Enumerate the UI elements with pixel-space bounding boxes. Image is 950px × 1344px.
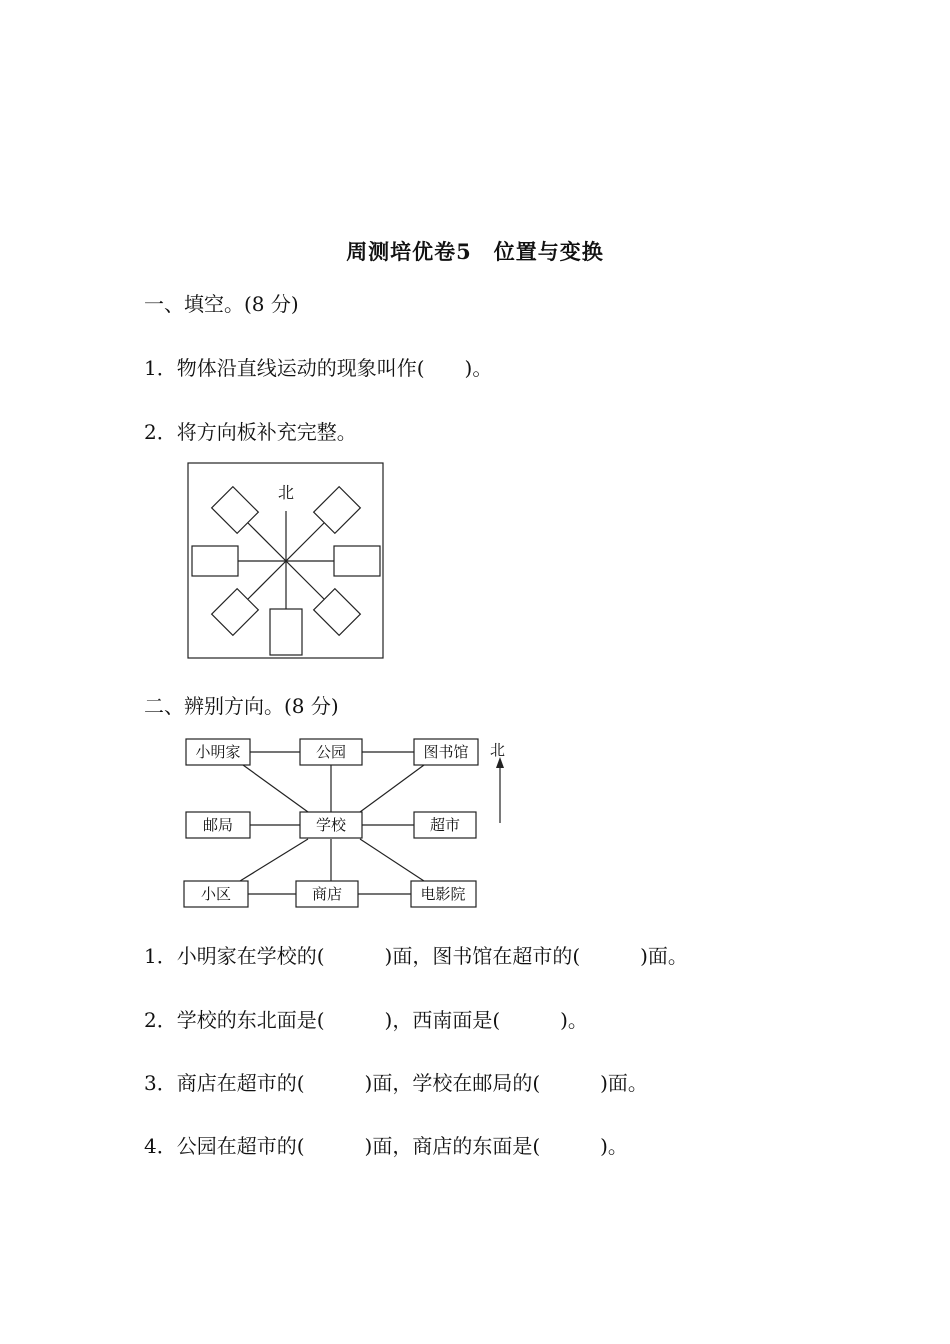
connector-line — [240, 839, 308, 881]
place-map — [180, 733, 520, 913]
blank-box-east — [334, 546, 380, 576]
place-label-cinema: 电影院 — [420, 885, 466, 903]
question-2-1: 1．小明家在学校的( )面，图书馆在超市的( )面。 — [144, 944, 688, 968]
place-label-library: 图书馆 — [423, 743, 469, 761]
blank-box-west — [192, 546, 238, 576]
question-2-3: 3．商店在超市的( )面，学校在邮局的( )面。 — [144, 1071, 648, 1095]
connector-line — [360, 765, 424, 812]
question-2-4: 4．公园在超市的( )面，商店的东面是( )。 — [144, 1134, 628, 1158]
connector-line — [360, 839, 424, 881]
place-label-neighborhood: 小区 — [200, 885, 232, 903]
place-label-xiaoming-home: 小明家 — [195, 743, 241, 761]
connector-line — [243, 765, 308, 812]
place-label-shop: 商店 — [311, 885, 343, 903]
place-label-park: 公园 — [315, 743, 347, 761]
blank-box-south — [270, 609, 302, 655]
question-1-2: 2．将方向板补充完整。 — [144, 420, 357, 444]
section2-heading: 二、辨别方向。(8 分) — [144, 694, 339, 718]
question-1-1: 1．物体沿直线运动的现象叫作( )。 — [144, 356, 493, 380]
north-label: 北 — [277, 483, 295, 502]
section1-heading: 一、填空。(8 分) — [144, 292, 299, 316]
question-2-2: 2．学校的东北面是( )，西南面是( )。 — [144, 1008, 588, 1032]
place-label-supermarket: 超市 — [429, 816, 461, 834]
map-north-label: 北 — [490, 741, 506, 759]
place-label-post-office: 邮局 — [202, 816, 234, 834]
direction-board — [186, 461, 386, 661]
place-label-school: 学校 — [315, 816, 347, 834]
page-title: 周测培优卷5 位置与变换 — [346, 239, 604, 264]
